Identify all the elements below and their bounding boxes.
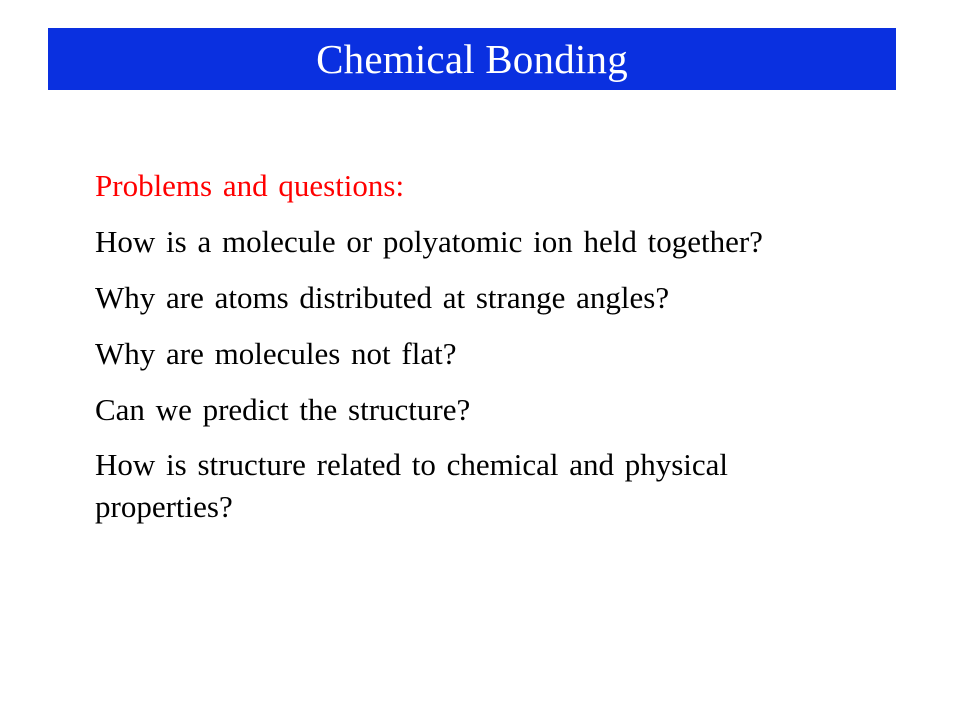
question-5: How is structure related to chemical and physical properties? — [95, 447, 729, 524]
slide-title: Chemical Bonding — [316, 35, 628, 82]
title-bar — [48, 28, 896, 90]
question-1: How is a molecule or polyatomic ion held together? — [95, 224, 763, 259]
section-heading: Problems and questions: — [95, 168, 405, 203]
question-4: Can we predict the structure? — [95, 392, 471, 427]
question-2: Why are atoms distributed at strange angles? — [95, 280, 670, 315]
slide-content — [95, 164, 875, 540]
question-3: Why are molecules not flat? — [95, 336, 457, 371]
